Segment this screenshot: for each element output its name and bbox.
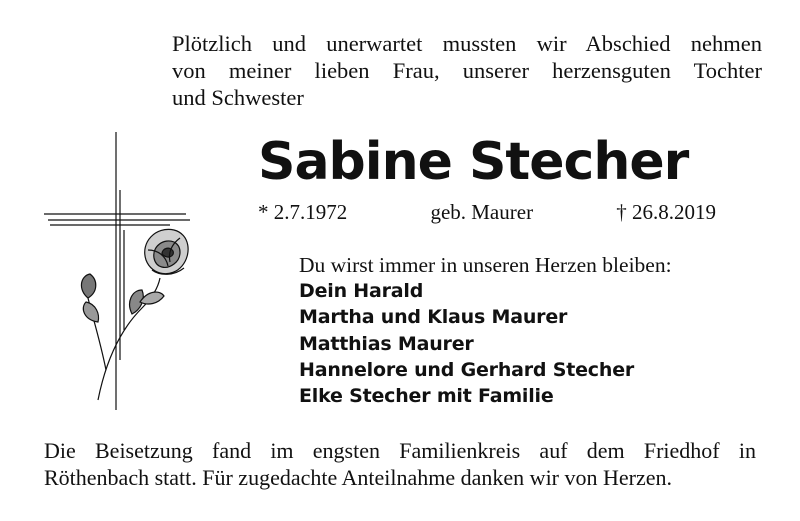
maiden-name: geb. Maurer	[430, 200, 534, 224]
mourner-name: Dein Harald	[299, 280, 424, 303]
mourner-name: Elke Stecher mit Familie	[299, 385, 554, 408]
mourners-block	[299, 252, 672, 409]
intro-line-2: von meiner lieben Frau, unserer herzensguten Tochter	[172, 58, 762, 83]
intro-line-1: Plötzlich und unerwartet mussten wir Abschied nehmen	[172, 31, 762, 56]
closing-text	[44, 437, 756, 491]
closing-line-1: Die Beisetzung fand im engsten Familienkreis auf dem Friedhof in	[44, 438, 756, 463]
mourners-heading: Du wirst immer in unseren Herzen bleiben:	[299, 253, 672, 277]
mourner-name: Hannelore und Gerhard Stecher	[299, 358, 635, 381]
mourner-name: Matthias Maurer	[299, 332, 474, 355]
intro-line-3: und Schwester	[172, 85, 304, 110]
death-date: † 26.8.2019	[616, 200, 716, 224]
intro-text	[172, 30, 762, 111]
life-dates	[258, 199, 716, 225]
birth-date: * 2.7.1972	[258, 200, 348, 224]
mourner-name: Martha und Klaus Maurer	[299, 306, 568, 329]
closing-line-2: Röthenbach statt. Für zugedachte Anteilnahme danken wir von Herzen.	[44, 465, 673, 490]
deceased-name: Sabine Stecher	[258, 132, 689, 192]
cross-with-rose-icon	[40, 130, 200, 412]
